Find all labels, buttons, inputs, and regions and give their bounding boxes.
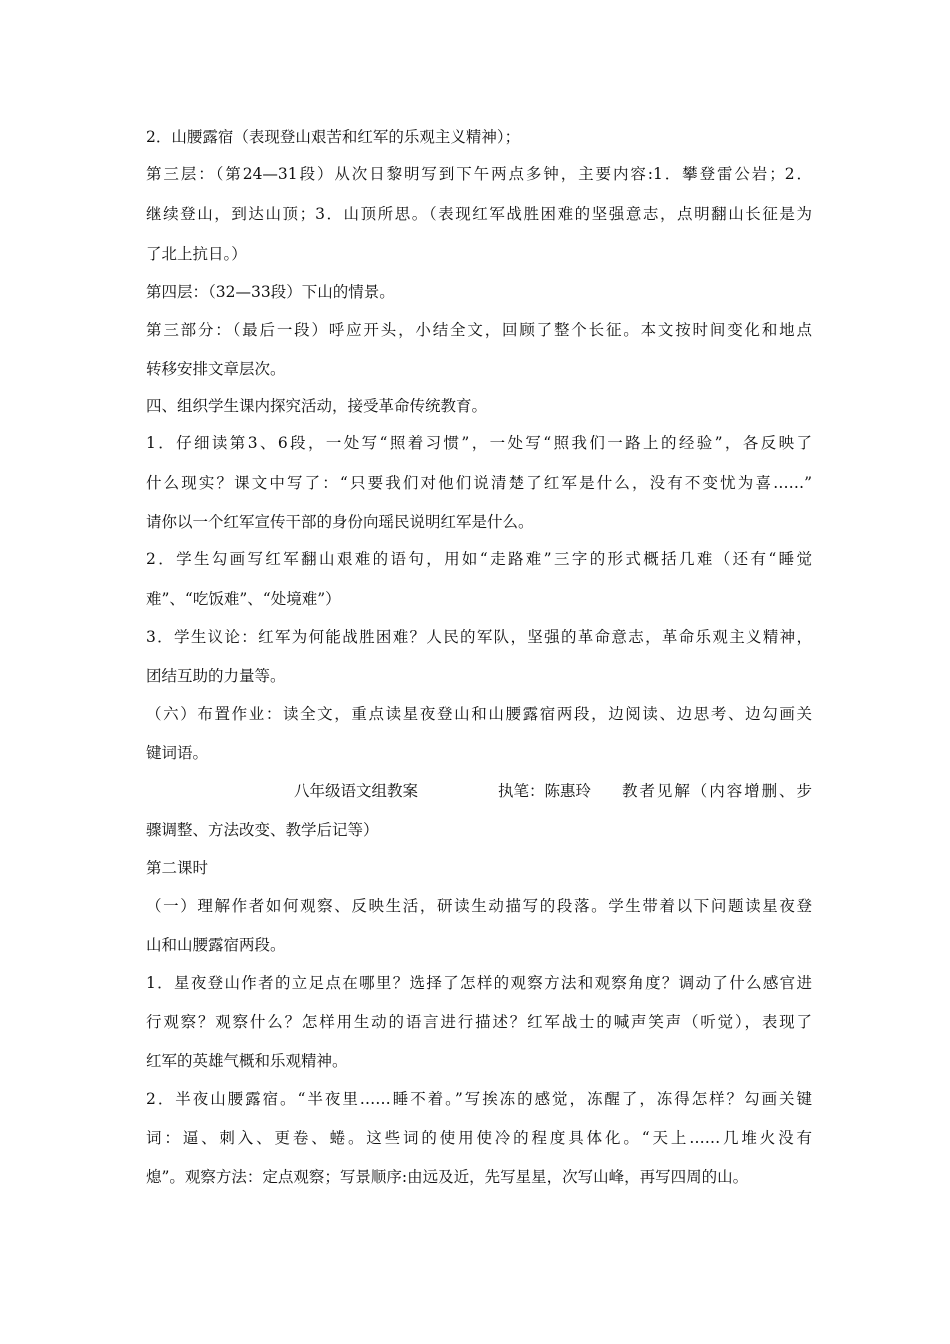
- lesson-plan-group: 八年级语文组教案: [294, 782, 419, 800]
- question-1-line-2: 什么现实？课文中写了：“只要我们对他们说清楚了红军是什么，没有不变忧为喜……”: [146, 474, 812, 492]
- question-1-line-1: 1．仔细读第3、6段，一处写“照着习惯”，一处写“照我们一路上的经验”，各反映了: [146, 434, 812, 452]
- homework-line-1: （六）布置作业：读全文，重点读星夜登山和山腰露宿两段，边阅读、边思考、边勾画关: [146, 705, 812, 723]
- part-1-line-2: 山和山腰露宿两段。: [146, 936, 286, 954]
- lesson-2-title: 第二课时: [146, 859, 209, 877]
- layer-3-line-1: 第三层：（第24—31段）从次日黎明写到下午两点多钟，主要内容:1．攀登雷公岩；2．: [146, 165, 812, 183]
- point-2-line-2: 词：逼、刺入、更卷、蜷。这些词的使用使冷的程度具体化。“天上……几堆火没有: [146, 1129, 812, 1147]
- layer-3-line-2: 继续登山，到达山顶；3．山顶所思。（表现红军战胜困难的坚强意志，点明翻山长征是为: [146, 205, 812, 223]
- question-3-line-2: 团结互助的力量等。: [146, 667, 286, 685]
- teacher-notes-line-1: 教者见解（内容增删、步: [622, 782, 812, 800]
- lesson-plan-author: 执笔：陈惠玲: [498, 782, 592, 800]
- section-2-item: 2．山腰露宿（表现登山艰苦和红军的乐观主义精神）；: [146, 128, 521, 146]
- homework-line-2: 键词语。: [146, 744, 209, 762]
- part-3-line-1: 第三部分：（最后一段）呼应开头，小结全文，回顾了整个长征。本文按时间变化和地点: [146, 321, 812, 339]
- point-1-line-2: 行观察？观察什么？怎样用生动的语言进行描述？红军战士的喊声笑声（听觉），表现了: [146, 1013, 812, 1031]
- point-2-line-1: 2．半夜山腰露宿。“半夜里……睡不着。”写挨冻的感觉，冻醒了，冻得怎样？勾画关键: [146, 1090, 812, 1108]
- point-1-line-1: 1．星夜登山作者的立足点在哪里？选择了怎样的观察方法和观察角度？调动了什么感官进: [146, 974, 812, 992]
- question-2-line-1: 2．学生勾画写红军翻山艰难的语句，用如“走路难”三字的形式概括几难（还有“睡觉: [146, 550, 812, 568]
- part-3-line-2: 转移安排文章层次。: [146, 360, 286, 378]
- layer-4: 第四层：（32—33段）下山的情景。: [146, 283, 395, 301]
- step-4-title: 四、组织学生课内探究活动，接受革命传统教育。: [146, 397, 488, 415]
- question-2-line-2: 难”、“吃饭难”、“处境难”）: [146, 590, 341, 608]
- point-1-line-3: 红军的英雄气概和乐观精神。: [146, 1052, 348, 1070]
- question-1-line-3: 请你以一个红军宣传干部的身份向瑶民说明红军是什么。: [146, 513, 534, 531]
- layer-3-line-3: 了北上抗日。）: [146, 245, 247, 263]
- question-3-line-1: 3．学生议论：红军为何能战胜困难？人民的军队，坚强的革命意志，革命乐观主义精神，: [146, 628, 812, 646]
- teacher-notes-line-2: 骤调整、方法改变、教学后记等）: [146, 821, 379, 839]
- part-1-line-1: （一）理解作者如何观察、反映生活，研读生动描写的段落。学生带着以下问题读星夜登: [146, 897, 812, 915]
- point-2-line-3: 熄”。观察方法：定点观察；写景顺序:由远及近，先写星星，次写山峰，再写四周的山。: [146, 1168, 749, 1186]
